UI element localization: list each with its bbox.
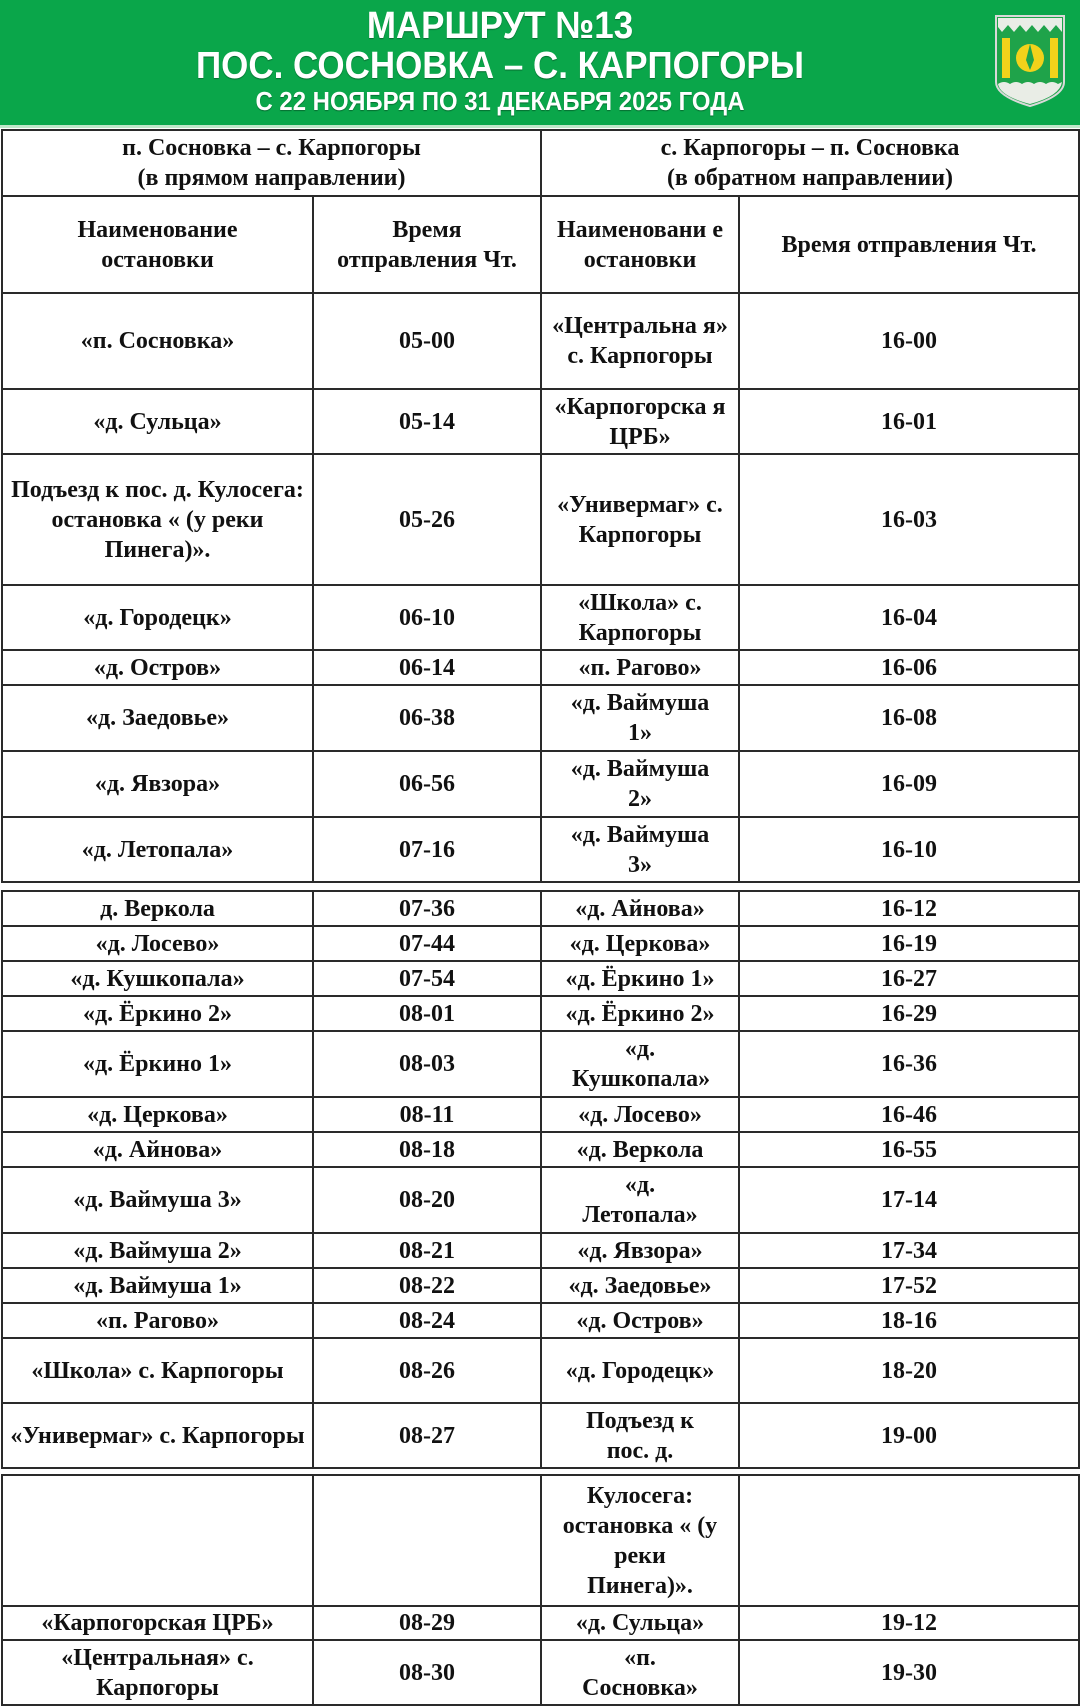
fwd-stop-cell: «д. Церкова» — [2, 1097, 313, 1132]
fwd-stop-cell — [2, 1475, 313, 1606]
rev-stop-cell: «д. Кушкопала» — [541, 1031, 739, 1097]
forward-direction-header — [2, 130, 541, 196]
fwd-stop-cell: «д. Заедовье» — [2, 685, 313, 751]
fwd-time-cell: 08-21 — [313, 1233, 541, 1268]
route-name-title: ПОС. СОСНОВКА – С. КАРПОГОРЫ — [196, 45, 804, 87]
column-header-rev-time: Время отправления Чт. — [739, 196, 1079, 293]
table-row — [2, 926, 1079, 961]
rev-time-cell: 16-27 — [739, 961, 1079, 996]
direction-header-row — [2, 130, 1079, 196]
schedule-table-block-3 — [1, 1474, 1080, 1706]
rev-stop-cell: «д. Айнова» — [541, 891, 739, 926]
table-row — [2, 1097, 1079, 1132]
fwd-time-cell: 06-56 — [313, 751, 541, 817]
table-row — [2, 585, 1079, 650]
fwd-time-cell: 07-54 — [313, 961, 541, 996]
column-header-rev-stop: Наименовани е остановки — [541, 196, 739, 293]
fwd-stop-cell: «Карпогорская ЦРБ» — [2, 1606, 313, 1640]
fwd-time-cell: 08-18 — [313, 1132, 541, 1167]
rev-stop-cell: «д. Ёркино 2» — [541, 996, 739, 1031]
table-row — [2, 685, 1079, 751]
forward-direction-label: (в прямом направлении) — [137, 165, 406, 191]
fwd-stop-cell: «д. Городецк» — [2, 585, 313, 650]
fwd-stop-cell: «д. Лосево» — [2, 926, 313, 961]
fwd-stop-cell: «д. Остров» — [2, 650, 313, 685]
rev-time-cell: 16-01 — [739, 389, 1079, 454]
fwd-stop-cell: «д. Ёркино 2» — [2, 996, 313, 1031]
fwd-time-cell: 08-26 — [313, 1338, 541, 1403]
fwd-stop-cell: Подъезд к пос. д. Кулосега: остановка « (у реки Пинега)». — [2, 454, 313, 585]
rev-time-cell: 19-30 — [739, 1640, 1079, 1705]
column-header-row — [2, 196, 1079, 293]
table-row — [2, 1268, 1079, 1303]
fwd-stop-cell: «д. Айнова» — [2, 1132, 313, 1167]
rev-time-cell: 19-00 — [739, 1403, 1079, 1468]
table-row — [2, 1338, 1079, 1403]
fwd-stop-cell: «д. Явзора» — [2, 751, 313, 817]
fwd-stop-cell: «п. Сосновка» — [2, 293, 313, 389]
rev-stop-cell: «д. Веркола — [541, 1132, 739, 1167]
rev-stop-cell: «д. Летопала» — [541, 1167, 739, 1233]
rev-stop-cell: «д. Заедовье» — [541, 1268, 739, 1303]
forward-direction-route: п. Сосновка – с. Карпогоры — [122, 135, 421, 161]
fwd-stop-cell: «Центральная» с. Карпогоры — [2, 1640, 313, 1705]
table-row — [2, 961, 1079, 996]
table-row — [2, 996, 1079, 1031]
fwd-time-cell: 08-03 — [313, 1031, 541, 1097]
rev-stop-cell: «д. Ваймуша 3» — [541, 817, 739, 882]
rev-time-cell: 18-16 — [739, 1303, 1079, 1338]
route-number-title: МАРШРУТ №13 — [366, 5, 634, 47]
rev-time-cell: 16-55 — [739, 1132, 1079, 1167]
rev-stop-cell: «д. Ваймуша 1» — [541, 685, 739, 751]
fwd-time-cell: 08-11 — [313, 1097, 541, 1132]
reverse-direction-route: с. Карпогоры – п. Сосновка — [660, 135, 960, 161]
fwd-time-cell: 08-01 — [313, 996, 541, 1031]
fwd-stop-cell: д. Веркола — [2, 891, 313, 926]
rev-stop-cell: «д. Ваймуша 2» — [541, 751, 739, 817]
rev-time-cell — [739, 1475, 1079, 1606]
table-row — [2, 751, 1079, 817]
rev-time-cell: 17-34 — [739, 1233, 1079, 1268]
table-row — [2, 454, 1079, 585]
rev-time-cell: 16-08 — [739, 685, 1079, 751]
rev-time-cell: 16-36 — [739, 1031, 1079, 1097]
rev-stop-cell: «д. Остров» — [541, 1303, 739, 1338]
rev-time-cell: 16-04 — [739, 585, 1079, 650]
rev-stop-cell: «Центральна я» с. Карпогоры — [541, 293, 739, 389]
rev-stop-cell: Кулосега: остановка « (у реки Пинега)». — [541, 1475, 739, 1606]
table-row — [2, 1403, 1079, 1468]
rev-stop-cell: «д. Ёркино 1» — [541, 961, 739, 996]
fwd-time-cell: 08-30 — [313, 1640, 541, 1705]
column-header-fwd-stop: Наименование остановки — [2, 196, 313, 293]
rev-stop-cell: «д. Лосево» — [541, 1097, 739, 1132]
rev-time-cell: 17-52 — [739, 1268, 1079, 1303]
fwd-time-cell: 07-16 — [313, 817, 541, 882]
rev-time-cell: 16-06 — [739, 650, 1079, 685]
fwd-time-cell: 07-36 — [313, 891, 541, 926]
fwd-stop-cell: «д. Ваймуша 2» — [2, 1233, 313, 1268]
fwd-time-cell: 05-14 — [313, 389, 541, 454]
table-row — [2, 1640, 1079, 1705]
rev-time-cell: 16-46 — [739, 1097, 1079, 1132]
fwd-time-cell: 05-26 — [313, 454, 541, 585]
rev-stop-cell: «д. Явзора» — [541, 1233, 739, 1268]
rev-stop-cell: Подъезд к пос. д. — [541, 1403, 739, 1468]
rev-time-cell: 18-20 — [739, 1338, 1079, 1403]
table-row — [2, 389, 1079, 454]
fwd-time-cell: 08-24 — [313, 1303, 541, 1338]
table-row — [2, 650, 1079, 685]
table-row — [2, 1132, 1079, 1167]
fwd-time-cell: 06-14 — [313, 650, 541, 685]
rev-stop-cell: «д. Городецк» — [541, 1338, 739, 1403]
fwd-stop-cell: «д. Сульца» — [2, 389, 313, 454]
fwd-time-cell: 06-10 — [313, 585, 541, 650]
title-block — [0, 6, 1000, 116]
rev-time-cell: 17-14 — [739, 1167, 1079, 1233]
rev-stop-cell: «Универмаг» с. Карпогоры — [541, 454, 739, 585]
rev-time-cell: 16-19 — [739, 926, 1079, 961]
table-row — [2, 293, 1079, 389]
reverse-direction-header — [541, 130, 1079, 196]
table-row — [2, 1303, 1079, 1338]
fwd-time-cell: 08-27 — [313, 1403, 541, 1468]
fwd-stop-cell: «д. Летопала» — [2, 817, 313, 882]
fwd-stop-cell: «Школа» с. Карпогоры — [2, 1338, 313, 1403]
fwd-time-cell: 06-38 — [313, 685, 541, 751]
table-row — [2, 891, 1079, 926]
rev-stop-cell: «д. Церкова» — [541, 926, 739, 961]
rev-stop-cell: «п. Рагово» — [541, 650, 739, 685]
fwd-stop-cell: «п. Рагово» — [2, 1303, 313, 1338]
rev-time-cell: 16-12 — [739, 891, 1079, 926]
rev-time-cell: 16-09 — [739, 751, 1079, 817]
rev-time-cell: 16-00 — [739, 293, 1079, 389]
fwd-time-cell: 07-44 — [313, 926, 541, 961]
fwd-stop-cell: «Универмаг» с. Карпогоры — [2, 1403, 313, 1468]
banner-divider — [0, 125, 1080, 128]
rev-stop-cell: «д. Сульца» — [541, 1606, 739, 1640]
rev-time-cell: 16-03 — [739, 454, 1079, 585]
table-row — [2, 1031, 1079, 1097]
schedule-table-block-1 — [1, 129, 1080, 883]
fwd-time-cell: 08-20 — [313, 1167, 541, 1233]
rev-time-cell: 16-29 — [739, 996, 1079, 1031]
table-row — [2, 1475, 1079, 1606]
rev-time-cell: 19-12 — [739, 1606, 1079, 1640]
table-row — [2, 1167, 1079, 1233]
fwd-time-cell — [313, 1475, 541, 1606]
table-row — [2, 817, 1079, 882]
reverse-direction-label: (в обратном направлении) — [666, 165, 954, 191]
rev-stop-cell: «Карпогорска я ЦРБ» — [541, 389, 739, 454]
rev-time-cell: 16-10 — [739, 817, 1079, 882]
title-banner — [0, 0, 1080, 125]
fwd-time-cell: 08-29 — [313, 1606, 541, 1640]
coat-of-arms-icon — [992, 12, 1068, 108]
column-header-fwd-time: Время отправления Чт. — [313, 196, 541, 293]
fwd-stop-cell: «д. Ёркино 1» — [2, 1031, 313, 1097]
fwd-stop-cell: «д. Ваймуша 3» — [2, 1167, 313, 1233]
table-row — [2, 1606, 1079, 1640]
fwd-stop-cell: «д. Кушкопала» — [2, 961, 313, 996]
rev-stop-cell: «п. Сосновка» — [541, 1640, 739, 1705]
validity-period: С 22 НОЯБРЯ ПО 31 ДЕКАБРЯ 2025 ГОДА — [255, 86, 745, 116]
fwd-stop-cell: «д. Ваймуша 1» — [2, 1268, 313, 1303]
schedule-table-block-2 — [1, 890, 1080, 1469]
table-row — [2, 1233, 1079, 1268]
fwd-time-cell: 08-22 — [313, 1268, 541, 1303]
rev-stop-cell: «Школа» с. Карпогоры — [541, 585, 739, 650]
fwd-time-cell: 05-00 — [313, 293, 541, 389]
